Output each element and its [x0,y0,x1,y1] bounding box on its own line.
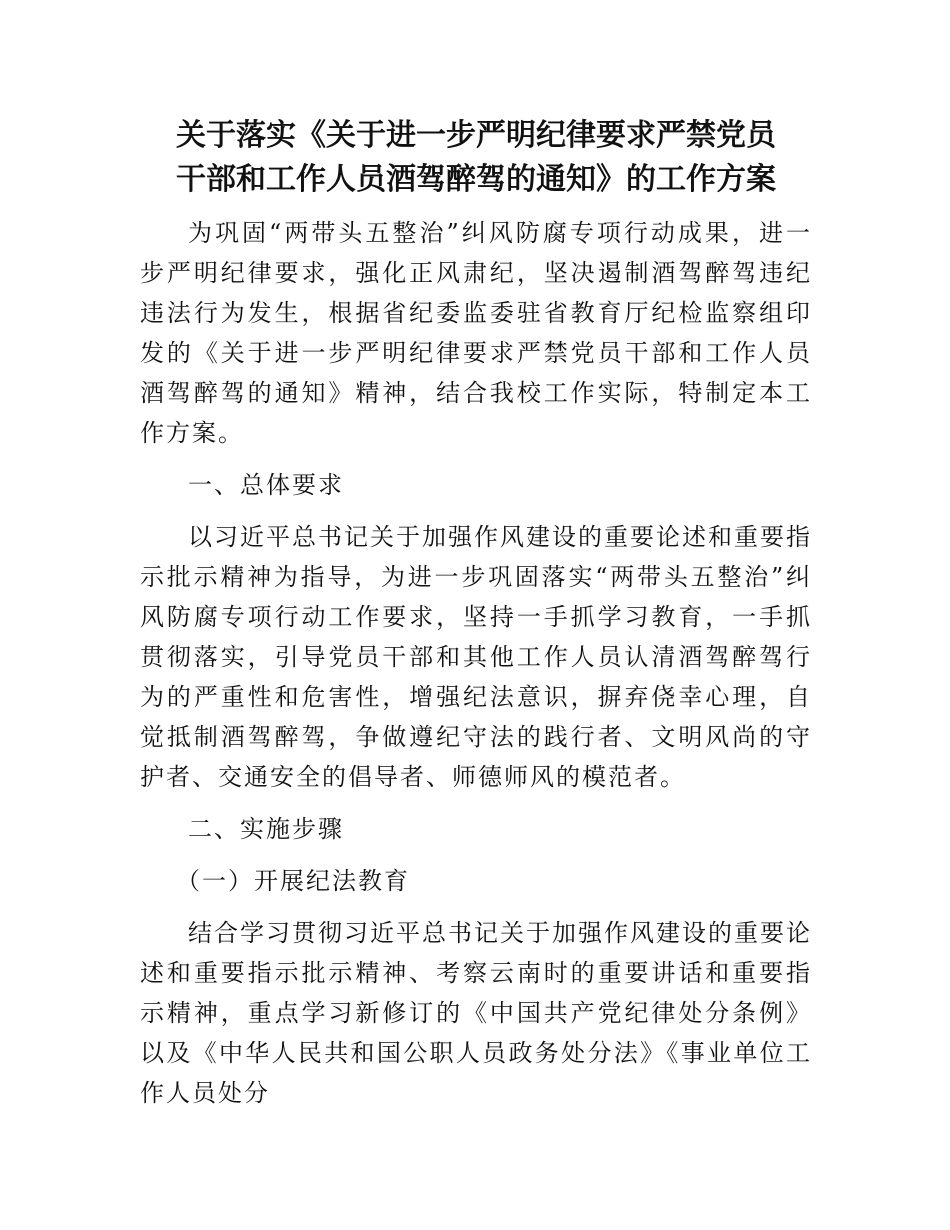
subsection-heading-1: （一）开展纪法教育 [176,867,410,895]
intro-paragraph: 为巩固“两带头五整治”纠风防腐专项行动成果，进一步严明纪律要求，强化正风肃纪，坚决遏制酒驾醉驾违纪违法行为发生，根据省纪委监委驻省教育厅纪检监察组印发的《关于进一步严明纪律要求严禁党员干部和工作人员酒驾醉驾的通知》精神，结合我校工作实际，特制定本工作方案。 [140,219,812,447]
document-title [140,114,812,202]
section-heading-2: 二、实施步骤 [188,815,344,843]
section-paragraph-1: 以习近平总书记关于加强作风建设的重要论述和重要指示批示精神为指导，为进一步巩固落实“两带头五整治”纠风防腐专项行动工作要求，坚持一手抓学习教育，一手抓贯彻落实，引导党员干部和其他工作人员认清酒驾醉驾行为的严重性和危害性，增强纪法意识，摒弃侥幸心理，自觉抵制酒驾醉驾，争做遵纪守法的践行者、文明风尚的守护者、交通安全的倡导者、师德师风的模范者。 [140,523,812,791]
title-line-2: 干部和工作人员酒驾醉驾的通知》的工作方案 [176,162,776,197]
title-line-1: 关于落实《关于进一步严明纪律要求严禁党员 [176,118,776,153]
document-body [140,213,812,1113]
subsection-paragraph-1: 结合学习贯彻习近平总书记关于加强作风建设的重要论述和重要指示批示精神、考察云南时的重要讲话和重要指示精神，重点学习新修订的《中国共产党纪律处分条例》以及《中华人民共和国公职人员政务处分法》《事业单位工作人员处分 [140,919,812,1107]
section-heading-1: 一、总体要求 [188,471,344,499]
